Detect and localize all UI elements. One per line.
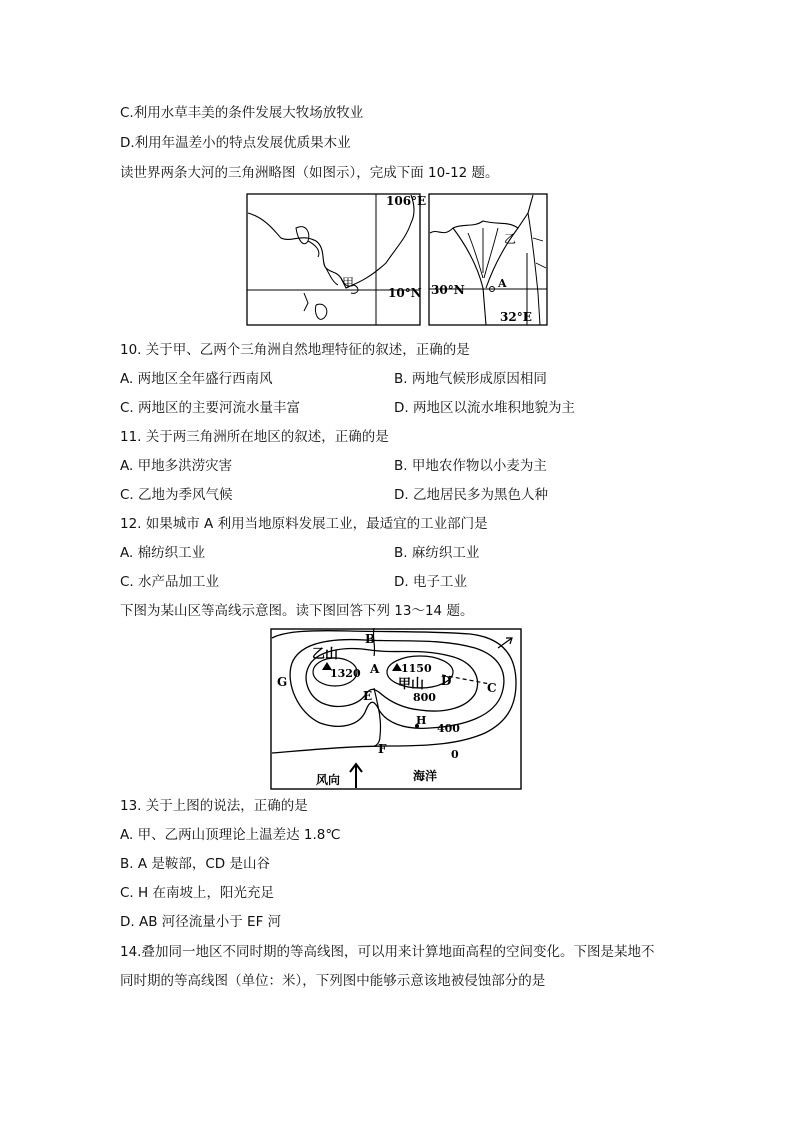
q13-option-a: A. 甲、乙两山顶理论上温差达 1.8℃ [120,827,341,843]
nile-delta-map [429,194,547,325]
jia-label: 甲 [342,276,355,290]
point-h-label: H [416,714,427,727]
yi-label: 乙 [504,232,517,246]
peak-yi-name: 乙山 [312,647,339,662]
intro-13-14: 下图为某山区等高线示意图。读下图回答下列 13～14 题。 [120,603,474,619]
q10-stem: 10. 关于甲、乙两个三角洲自然地理特征的叙述，正确的是 [120,342,470,358]
q10-option-b: B. 两地气候形成原因相同 [394,371,547,387]
point-f-label: F [378,742,387,756]
q10-option-d: D. 两地区以流水堆积地貌为主 [394,400,575,416]
peak-jia-height: 1150 [401,662,432,675]
contour-map-figure [270,628,522,790]
q12-option-a: A. 棉纺织工业 [120,545,206,561]
q12-stem: 12. 如果城市 A 利用当地原料发展工业，最适宜的工业部门是 [120,516,488,532]
q12-option-b: B. 麻纺织工业 [394,545,480,561]
q11-option-a: A. 甲地多洪涝灾害 [120,458,233,474]
point-a-label: A [370,662,380,676]
point-b-label: B [365,632,376,646]
q14-stem-line2: 同时期的等高线图（单位：米），下列图中能够示意该地被侵蚀部分的是 [120,973,546,989]
q9-option-c: C.利用水草丰美的条件发展大牧场放牧业 [120,105,364,121]
point-d-label: D [441,674,452,688]
ocean-label: 海洋 [413,769,438,783]
q12-option-c: C. 水产品加工业 [120,574,220,590]
q13-option-d: D. AB 河径流量小于 EF 河 [120,914,282,930]
point-e-label: E [363,689,373,703]
mekong-delta-map [247,194,426,325]
q13-stem: 13. 关于上图的说法，正确的是 [120,798,308,814]
q13-option-b: B. A 是鞍部，CD 是山谷 [120,856,270,872]
lon-106e-label: 106°E [386,194,427,208]
point-g-label: G [277,675,288,689]
q11-option-b: B. 甲地农作物以小麦为主 [394,458,547,474]
lon-32e-label: 32°E [500,310,532,324]
q12-option-d: D. 电子工业 [394,574,467,590]
delta-maps-figure [246,193,548,327]
intro-10-12: 读世界两条大河的三角洲略图（如图示），完成下面 10-12 题。 [120,165,499,181]
contour-0-label: 0 [451,748,459,761]
q11-option-d: D. 乙地居民多为黑色人种 [394,487,548,503]
q13-option-c: C. H 在南坡上，阳光充足 [120,885,274,901]
peak-yi-height: 1320 [330,667,361,680]
q11-stem: 11. 关于两三角洲所在地区的叙述，正确的是 [120,429,389,445]
wind-direction-label: 风向 [316,773,341,787]
peak-jia-name: 甲山 [398,677,425,692]
q11-option-c: C. 乙地为季风气候 [120,487,233,503]
contour-800-label: 800 [413,691,436,704]
q10-option-a: A. 两地区全年盛行西南风 [120,371,273,387]
contour-400-label: 400 [437,722,460,735]
q10-option-c: C. 两地区的主要河流水量丰富 [120,400,301,416]
point-c-label: C [487,681,497,695]
city-a-label: A [498,277,507,290]
lat-30n-label: 30°N [431,283,465,297]
q9-option-d: D.利用年温差小的特点发展优质果木业 [120,135,351,151]
lat-10n-label: 10°N [388,286,422,300]
q14-stem-line1: 14.叠加同一地区不同时期的等高线图，可以用来计算地面高程的空间变化。下图是某地不 [120,944,655,960]
